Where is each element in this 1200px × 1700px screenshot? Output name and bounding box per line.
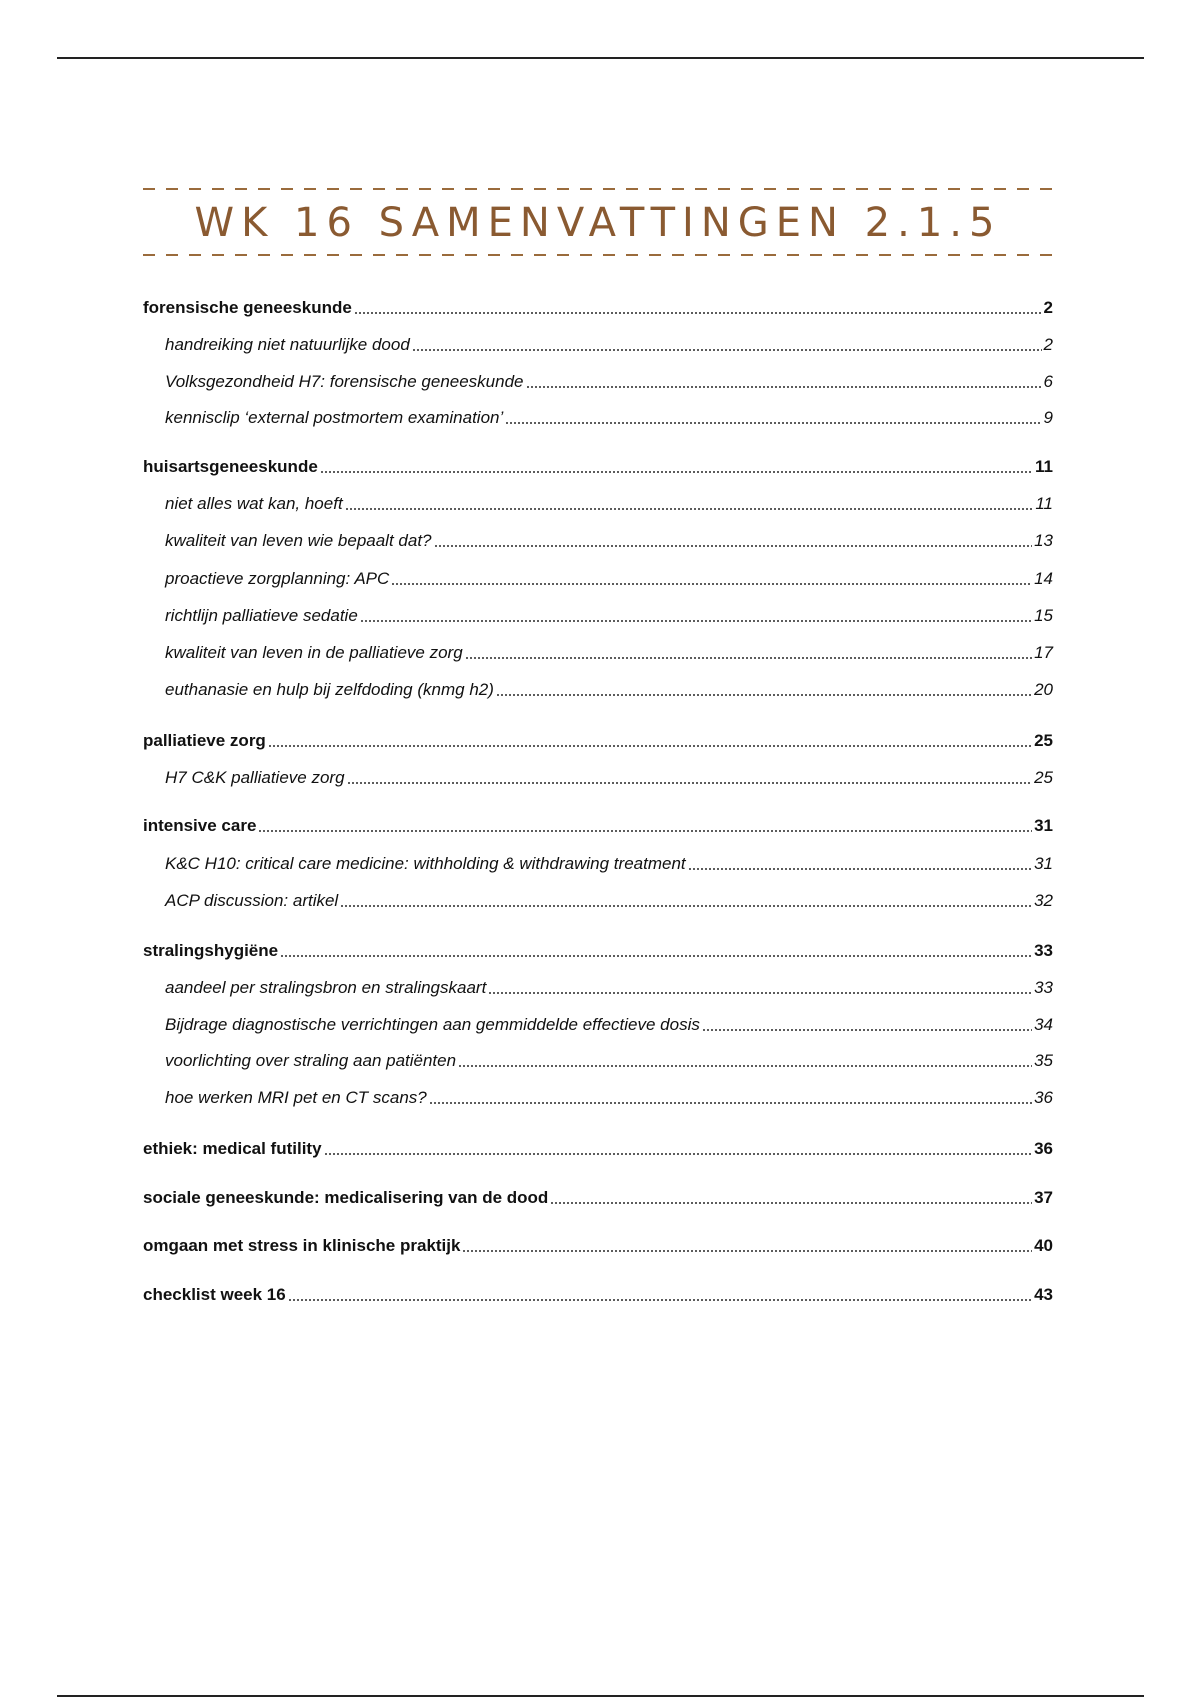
toc-entry-label: sociale geneeskunde: medicalisering van de dood (143, 1188, 549, 1207)
toc-subsection-entry[interactable] (165, 848, 1053, 874)
toc-page-number: 31 (1034, 816, 1053, 835)
title-dashed-border-bottom (143, 254, 1053, 256)
toc-entry-label: huisartsgeneeskunde (143, 457, 318, 476)
toc-dot-leader (462, 1250, 1032, 1252)
toc-entry-label: palliatieve zorg (143, 731, 266, 750)
toc-entry-label: K&C H10: critical care medicine: withholding & withdrawing treatment (165, 854, 686, 873)
toc-page-number: 2 (1043, 298, 1053, 317)
title-block (143, 188, 1053, 256)
toc-dot-leader (688, 868, 1032, 870)
toc-dot-leader (288, 1299, 1032, 1301)
toc-dot-leader (258, 830, 1032, 832)
toc-entry-label: kennisclip ‘external postmortem examination’ (165, 408, 504, 427)
toc-page-number: 20 (1034, 680, 1053, 699)
toc-section-entry[interactable] (143, 935, 1053, 961)
toc-entry-label: niet alles wat kan, hoeft (165, 494, 343, 513)
toc-dot-leader (360, 620, 1032, 622)
toc-page-number: 33 (1034, 941, 1053, 960)
toc-page-number: 33 (1034, 978, 1053, 997)
toc-subsection-entry[interactable] (165, 762, 1053, 788)
toc-dot-leader (434, 545, 1033, 547)
toc-dot-leader (496, 694, 1032, 696)
toc-page-number: 35 (1034, 1051, 1053, 1070)
toc-subsection-entry[interactable] (165, 1009, 1053, 1035)
toc-section-entry[interactable] (143, 1133, 1053, 1159)
toc-section-entry[interactable] (143, 1279, 1053, 1305)
toc-dot-leader (488, 992, 1032, 994)
toc-dot-leader (465, 657, 1032, 659)
toc-page-number: 25 (1034, 768, 1053, 787)
toc-dot-leader (320, 471, 1033, 473)
toc-entry-label: hoe werken MRI pet en CT scans? (165, 1088, 427, 1107)
toc-subsection-entry[interactable] (165, 972, 1053, 998)
toc-entry-label: richtlijn palliatieve sedatie (165, 606, 358, 625)
toc-entry-label: Bijdrage diagnostische verrichtingen aan gemmiddelde effectieve dosis (165, 1015, 700, 1034)
toc-dot-leader (347, 782, 1033, 784)
page-footer-rule (57, 1695, 1144, 1697)
toc-entry-label: voorlichting over straling aan patiënten (165, 1051, 457, 1070)
toc-dot-leader (702, 1029, 1032, 1031)
toc-entry-label: ACP discussion: artikel (165, 891, 339, 910)
toc-dot-leader (324, 1153, 1033, 1155)
toc-dot-leader (505, 422, 1041, 424)
toc-page-number: 11 (1035, 457, 1053, 476)
page-header-rule (57, 57, 1144, 59)
toc-subsection-entry[interactable] (165, 329, 1053, 355)
toc-entry-label: Volksgezondheid H7: forensische geneeskunde (165, 372, 524, 391)
toc-page-number: 15 (1034, 606, 1053, 625)
toc-page-number: 17 (1034, 643, 1053, 662)
toc-entry-label: aandeel per stralingsbron en stralingskaart (165, 978, 487, 997)
toc-section-entry[interactable] (143, 1230, 1053, 1256)
toc-page-number: 31 (1034, 854, 1053, 873)
toc-subsection-entry[interactable] (165, 1045, 1053, 1071)
toc-page-number: 6 (1043, 372, 1053, 391)
toc-dot-leader (412, 349, 1042, 351)
toc-dot-leader (429, 1102, 1032, 1104)
toc-subsection-entry[interactable] (165, 525, 1053, 551)
toc-section-entry[interactable] (143, 1182, 1053, 1208)
toc-page-number: 43 (1034, 1285, 1053, 1304)
toc-page-number: 32 (1034, 891, 1053, 910)
toc-subsection-entry[interactable] (165, 674, 1053, 700)
toc-subsection-entry[interactable] (165, 637, 1053, 663)
toc-page-number: 37 (1034, 1188, 1053, 1207)
toc-page-number: 14 (1034, 569, 1053, 588)
toc-page-number: 2 (1043, 335, 1053, 354)
toc-entry-label: stralingshygiëne (143, 941, 279, 960)
toc-entry-label: omgaan met stress in klinische praktijk (143, 1236, 461, 1255)
toc-subsection-entry[interactable] (165, 488, 1053, 514)
toc-section-entry[interactable] (143, 725, 1053, 751)
toc-page-number: 34 (1034, 1015, 1053, 1034)
toc-dot-leader (340, 905, 1032, 907)
toc-page-number: 40 (1034, 1236, 1053, 1255)
toc-page-number: 36 (1034, 1139, 1053, 1158)
toc-entry-label: proactieve zorgplanning: APC (165, 569, 390, 588)
toc-section-entry[interactable] (143, 292, 1053, 318)
toc-entry-label: ethiek: medical futility (143, 1139, 322, 1158)
toc-entry-label: kwaliteit van leven in de palliatieve zorg (165, 643, 463, 662)
toc-entry-label: intensive care (143, 816, 257, 835)
toc-section-entry[interactable] (143, 451, 1053, 477)
toc-entry-label: handreiking niet natuurlijke dood (165, 335, 410, 354)
toc-subsection-entry[interactable] (165, 402, 1053, 428)
toc-page-number: 13 (1034, 531, 1053, 550)
toc-entry-label: forensische geneeskunde (143, 298, 352, 317)
toc-page-number: 25 (1034, 731, 1053, 750)
toc-page-number: 11 (1035, 494, 1053, 513)
toc-subsection-entry[interactable] (165, 600, 1053, 626)
toc-dot-leader (280, 955, 1032, 957)
toc-page-number: 36 (1034, 1088, 1053, 1107)
toc-subsection-entry[interactable] (165, 563, 1053, 589)
toc-entry-label: H7 C&K palliatieve zorg (165, 768, 345, 787)
toc-subsection-entry[interactable] (165, 885, 1053, 911)
toc-dot-leader (354, 312, 1042, 314)
toc-entry-label: checklist week 16 (143, 1285, 286, 1304)
toc-subsection-entry[interactable] (165, 366, 1053, 392)
toc-page-number: 9 (1043, 408, 1053, 427)
toc-section-entry[interactable] (143, 810, 1053, 836)
toc-dot-leader (550, 1202, 1032, 1204)
toc-subsection-entry[interactable] (165, 1082, 1053, 1108)
toc-dot-leader (345, 508, 1034, 510)
toc-dot-leader (458, 1065, 1032, 1067)
document-title: WK 16 SAMENVATTINGEN 2.1.5 (194, 200, 1002, 246)
toc-dot-leader (391, 583, 1032, 585)
toc-dot-leader (526, 386, 1042, 388)
toc-entry-label: euthanasie en hulp bij zelfdoding (knmg h2) (165, 680, 494, 699)
toc-entry-label: kwaliteit van leven wie bepaalt dat? (165, 531, 432, 550)
toc-dot-leader (268, 745, 1032, 747)
